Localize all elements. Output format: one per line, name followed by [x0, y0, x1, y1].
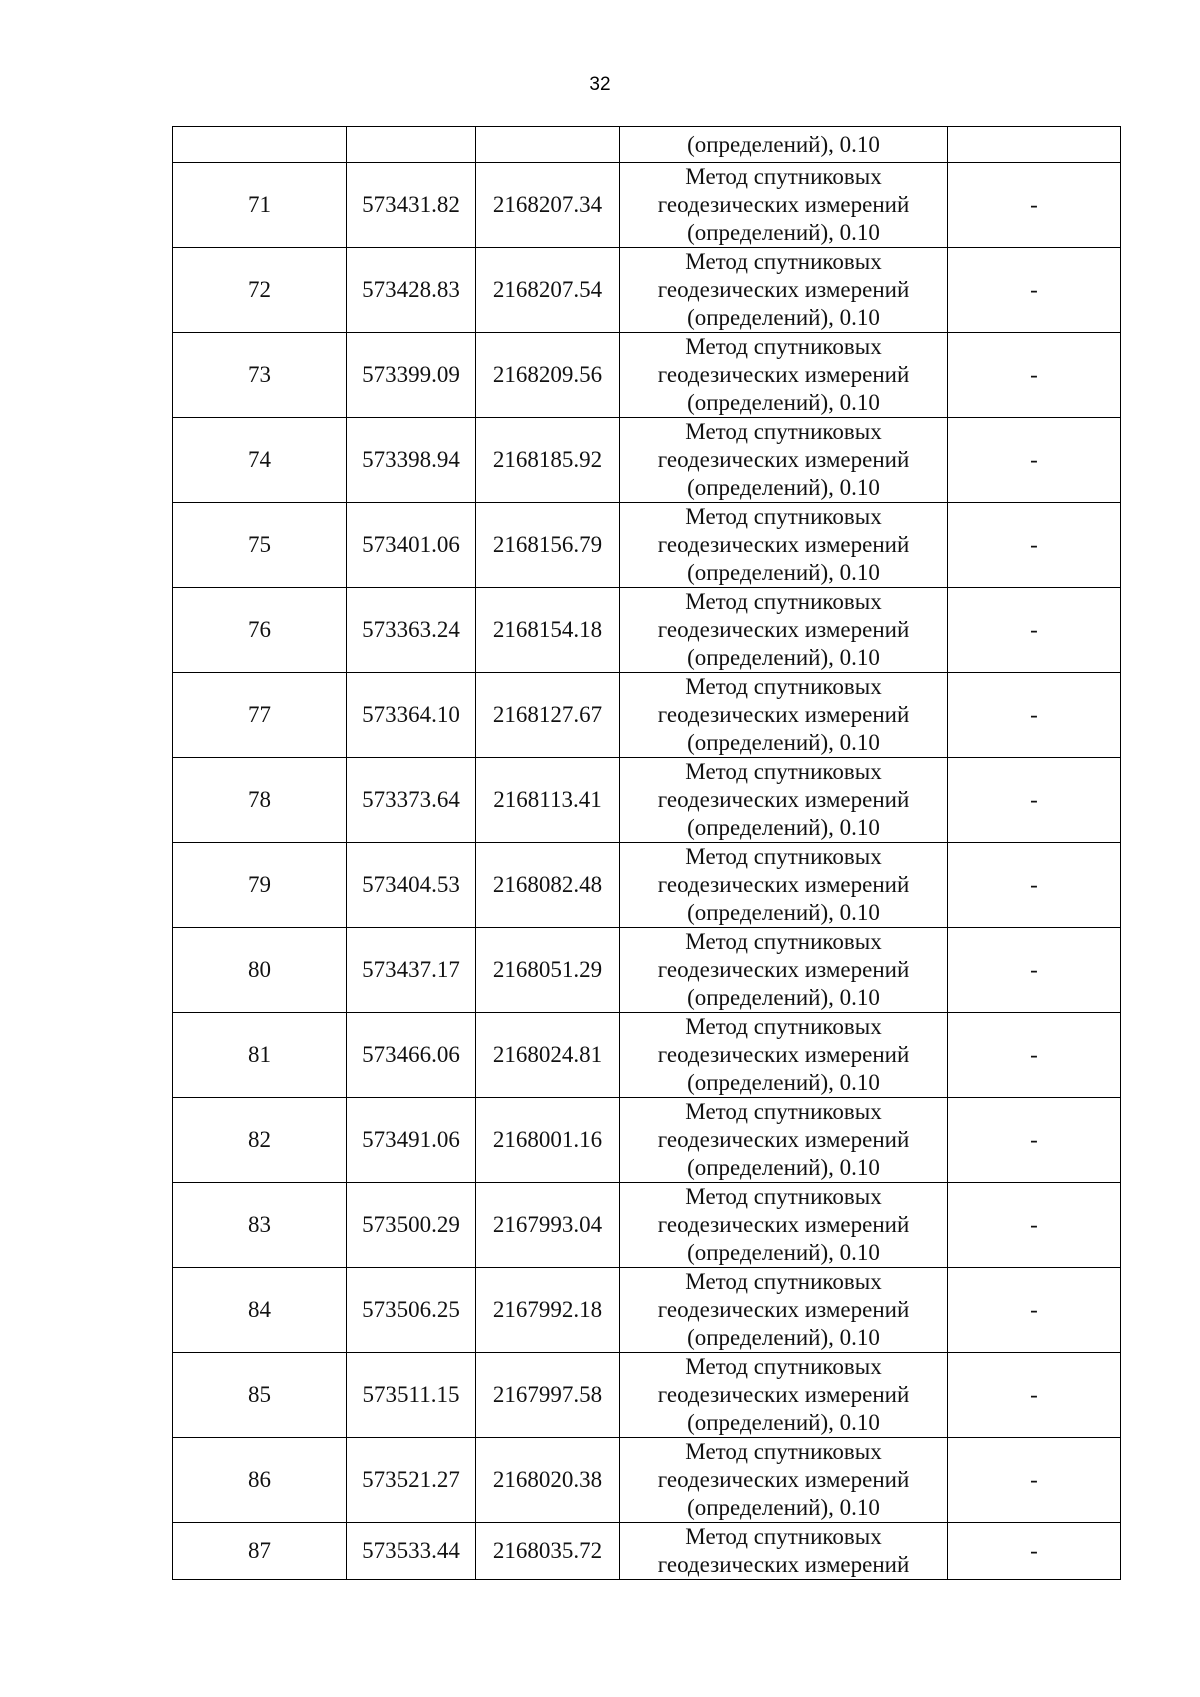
- cell-method: (определений), 0.10: [620, 127, 948, 163]
- cell-note: -: [948, 503, 1121, 588]
- method-text-line: геодезических измерений: [657, 532, 910, 557]
- cell-y: 2168207.54: [476, 248, 620, 333]
- method-text-line: Метод спутниковых: [685, 844, 882, 869]
- method-text-line: Метод спутниковых: [685, 1014, 882, 1039]
- cell-note: [948, 127, 1121, 163]
- method-text-line: (определений), 0.10: [687, 1495, 880, 1520]
- cell-point-number: 82: [173, 1098, 347, 1183]
- cell-note: -: [948, 588, 1121, 673]
- cell-y: 2168082.48: [476, 843, 620, 928]
- table-row: [173, 588, 1121, 673]
- cell-y: 2168051.29: [476, 928, 620, 1013]
- cell-x: 573466.06: [347, 1013, 476, 1098]
- cell-y: 2168209.56: [476, 333, 620, 418]
- cell-method: [620, 1183, 948, 1268]
- table-row: [173, 758, 1121, 843]
- cell-method: [620, 1098, 948, 1183]
- method-text-line: геодезических измерений: [657, 872, 910, 897]
- method-text-line: геодезических измерений: [657, 277, 910, 302]
- cell-x: 573511.15: [347, 1353, 476, 1438]
- cell-method: [620, 843, 948, 928]
- method-text-line: (определений), 0.10: [687, 1240, 880, 1265]
- method-text-line: геодезических измерений: [657, 1042, 910, 1067]
- table-row: [173, 673, 1121, 758]
- cell-y: 2168113.41: [476, 758, 620, 843]
- method-text-line: геодезических измерений: [657, 447, 910, 472]
- method-text-line: Метод спутниковых: [685, 1099, 882, 1124]
- method-text-line: Метод спутниковых: [685, 419, 882, 444]
- method-text-line: геодезических измерений: [657, 702, 910, 727]
- cell-x: 573431.82: [347, 163, 476, 248]
- cell-y: 2168020.38: [476, 1438, 620, 1523]
- table-row: [173, 1438, 1121, 1523]
- cell-x: 573363.24: [347, 588, 476, 673]
- cell-y: 2168185.92: [476, 418, 620, 503]
- cell-y: 2168024.81: [476, 1013, 620, 1098]
- cell-x: 573404.53: [347, 843, 476, 928]
- method-text-line: геодезических измерений: [657, 1127, 910, 1152]
- page-number: 32: [589, 74, 611, 95]
- cell-note: -: [948, 418, 1121, 503]
- table-row: [173, 1183, 1121, 1268]
- cell-method: [620, 1438, 948, 1523]
- cell-method: [620, 163, 948, 248]
- coordinates-table-body: [173, 127, 1121, 1580]
- method-text-line: геодезических измерений: [657, 1297, 910, 1322]
- cell-note: -: [948, 1013, 1121, 1098]
- cell-note: -: [948, 673, 1121, 758]
- cell-point-number: 84: [173, 1268, 347, 1353]
- table-row: [173, 333, 1121, 418]
- cell-point-number: 79: [173, 843, 347, 928]
- method-text-line: Метод спутниковых: [685, 249, 882, 274]
- cell-x: 573500.29: [347, 1183, 476, 1268]
- table-row: [173, 418, 1121, 503]
- cell-point-number: 72: [173, 248, 347, 333]
- cell-point-number: 71: [173, 163, 347, 248]
- cell-method: [620, 1013, 948, 1098]
- method-text-line: геодезических измерений: [657, 1382, 910, 1407]
- table-row: [173, 163, 1121, 248]
- table-row: [173, 928, 1121, 1013]
- cell-y: 2168001.16: [476, 1098, 620, 1183]
- method-text-line: геодезических измерений: [657, 362, 910, 387]
- cell-method: [620, 503, 948, 588]
- method-text-line: геодезических измерений: [657, 1212, 910, 1237]
- method-text-line: Метод спутниковых: [685, 334, 882, 359]
- cell-x: 573533.44: [347, 1523, 476, 1580]
- method-text-line: Метод спутниковых: [685, 1439, 882, 1464]
- method-text-line: (определений), 0.10: [687, 305, 880, 330]
- method-text-line: (определений), 0.10: [687, 900, 880, 925]
- method-text-line: геодезических измерений: [657, 192, 910, 217]
- cell-note: -: [948, 1523, 1121, 1580]
- cell-point-number: 81: [173, 1013, 347, 1098]
- table-row: [173, 1353, 1121, 1438]
- method-text-line: Метод спутниковых: [685, 1184, 882, 1209]
- method-text-line: Метод спутниковых: [685, 589, 882, 614]
- method-text-line: геодезических измерений: [657, 617, 910, 642]
- method-text-line: (определений), 0.10: [687, 560, 880, 585]
- cell-x: 573521.27: [347, 1438, 476, 1523]
- cell-point-number: 86: [173, 1438, 347, 1523]
- method-text-line: Метод спутниковых: [685, 759, 882, 784]
- cell-x: 573428.83: [347, 248, 476, 333]
- cell-point-number: 76: [173, 588, 347, 673]
- cell-x: 573506.25: [347, 1268, 476, 1353]
- cell-point-number: 83: [173, 1183, 347, 1268]
- cell-note: -: [948, 248, 1121, 333]
- cell-y: 2168154.18: [476, 588, 620, 673]
- method-text-line: Метод спутниковых: [685, 1524, 882, 1549]
- cell-method: [620, 673, 948, 758]
- cell-x: 573373.64: [347, 758, 476, 843]
- method-text-line: Метод спутниковых: [685, 504, 882, 529]
- table-row: [173, 503, 1121, 588]
- cell-note: -: [948, 1438, 1121, 1523]
- method-text-line: Метод спутниковых: [685, 1354, 882, 1379]
- cell-y: 2168127.67: [476, 673, 620, 758]
- cell-method: [620, 418, 948, 503]
- cell-y: 2167993.04: [476, 1183, 620, 1268]
- table-row: [173, 843, 1121, 928]
- method-text-line: (определений), 0.10: [687, 1070, 880, 1095]
- cell-note: -: [948, 1353, 1121, 1438]
- cell-x: 573437.17: [347, 928, 476, 1013]
- method-text-line: (определений), 0.10: [687, 645, 880, 670]
- cell-method: [620, 1523, 948, 1580]
- method-text-line: (определений), 0.10: [687, 815, 880, 840]
- cell-method: [620, 928, 948, 1013]
- method-text-line: (определений), 0.10: [687, 1325, 880, 1350]
- method-text-line: Метод спутниковых: [685, 164, 882, 189]
- cell-x: 573398.94: [347, 418, 476, 503]
- coordinates-table: [172, 126, 1121, 1580]
- cell-point-number: 74: [173, 418, 347, 503]
- method-text-line: геодезических измерений: [657, 1552, 910, 1577]
- cell-note: -: [948, 843, 1121, 928]
- method-text-line: (определений), 0.10: [687, 475, 880, 500]
- method-text-line: Метод спутниковых: [685, 1269, 882, 1294]
- method-text-line: Метод спутниковых: [685, 929, 882, 954]
- cell-x: 573401.06: [347, 503, 476, 588]
- cell-y: 2168156.79: [476, 503, 620, 588]
- cell-y: 2167997.58: [476, 1353, 620, 1438]
- method-text-line: Метод спутниковых: [685, 674, 882, 699]
- cell-x: 573399.09: [347, 333, 476, 418]
- cell-point-number: 75: [173, 503, 347, 588]
- method-text-line: геодезических измерений: [657, 957, 910, 982]
- table-row: [173, 248, 1121, 333]
- method-text-line: (определений), 0.10: [687, 390, 880, 415]
- cell-x: 573491.06: [347, 1098, 476, 1183]
- cell-note: -: [948, 163, 1121, 248]
- cell-y: 2167992.18: [476, 1268, 620, 1353]
- table-row: [173, 1523, 1121, 1580]
- table-row: [173, 1268, 1121, 1353]
- cell-method: [620, 1353, 948, 1438]
- method-text-line: (определений), 0.10: [687, 985, 880, 1010]
- table-row: [173, 1013, 1121, 1098]
- cell-method: [620, 333, 948, 418]
- method-text-line: (определений), 0.10: [687, 1410, 880, 1435]
- cell-x: 573364.10: [347, 673, 476, 758]
- cell-note: -: [948, 1098, 1121, 1183]
- cell-point-number: 87: [173, 1523, 347, 1580]
- table-row: [173, 1098, 1121, 1183]
- method-text-line: (определений), 0.10: [687, 1155, 880, 1180]
- cell-note: -: [948, 1268, 1121, 1353]
- cell-note: -: [948, 1183, 1121, 1268]
- method-text-line: геодезических измерений: [657, 787, 910, 812]
- continuation-row: [173, 127, 1121, 163]
- cell-point-number: 73: [173, 333, 347, 418]
- cell-x: [347, 127, 476, 163]
- cell-method: [620, 1268, 948, 1353]
- method-text-line: (определений), 0.10: [687, 730, 880, 755]
- method-text-line: геодезических измерений: [657, 1467, 910, 1492]
- cell-note: -: [948, 928, 1121, 1013]
- cell-y: [476, 127, 620, 163]
- cell-point-number: 78: [173, 758, 347, 843]
- cell-method: [620, 758, 948, 843]
- cell-note: -: [948, 333, 1121, 418]
- cell-note: -: [948, 758, 1121, 843]
- cell-y: 2168207.34: [476, 163, 620, 248]
- cell-method: [620, 588, 948, 673]
- cell-point-number: 85: [173, 1353, 347, 1438]
- cell-point-number: 77: [173, 673, 347, 758]
- cell-method: [620, 248, 948, 333]
- method-text-line: (определений), 0.10: [687, 220, 880, 245]
- cell-y: 2168035.72: [476, 1523, 620, 1580]
- cell-point-number: 80: [173, 928, 347, 1013]
- cell-point-number: [173, 127, 347, 163]
